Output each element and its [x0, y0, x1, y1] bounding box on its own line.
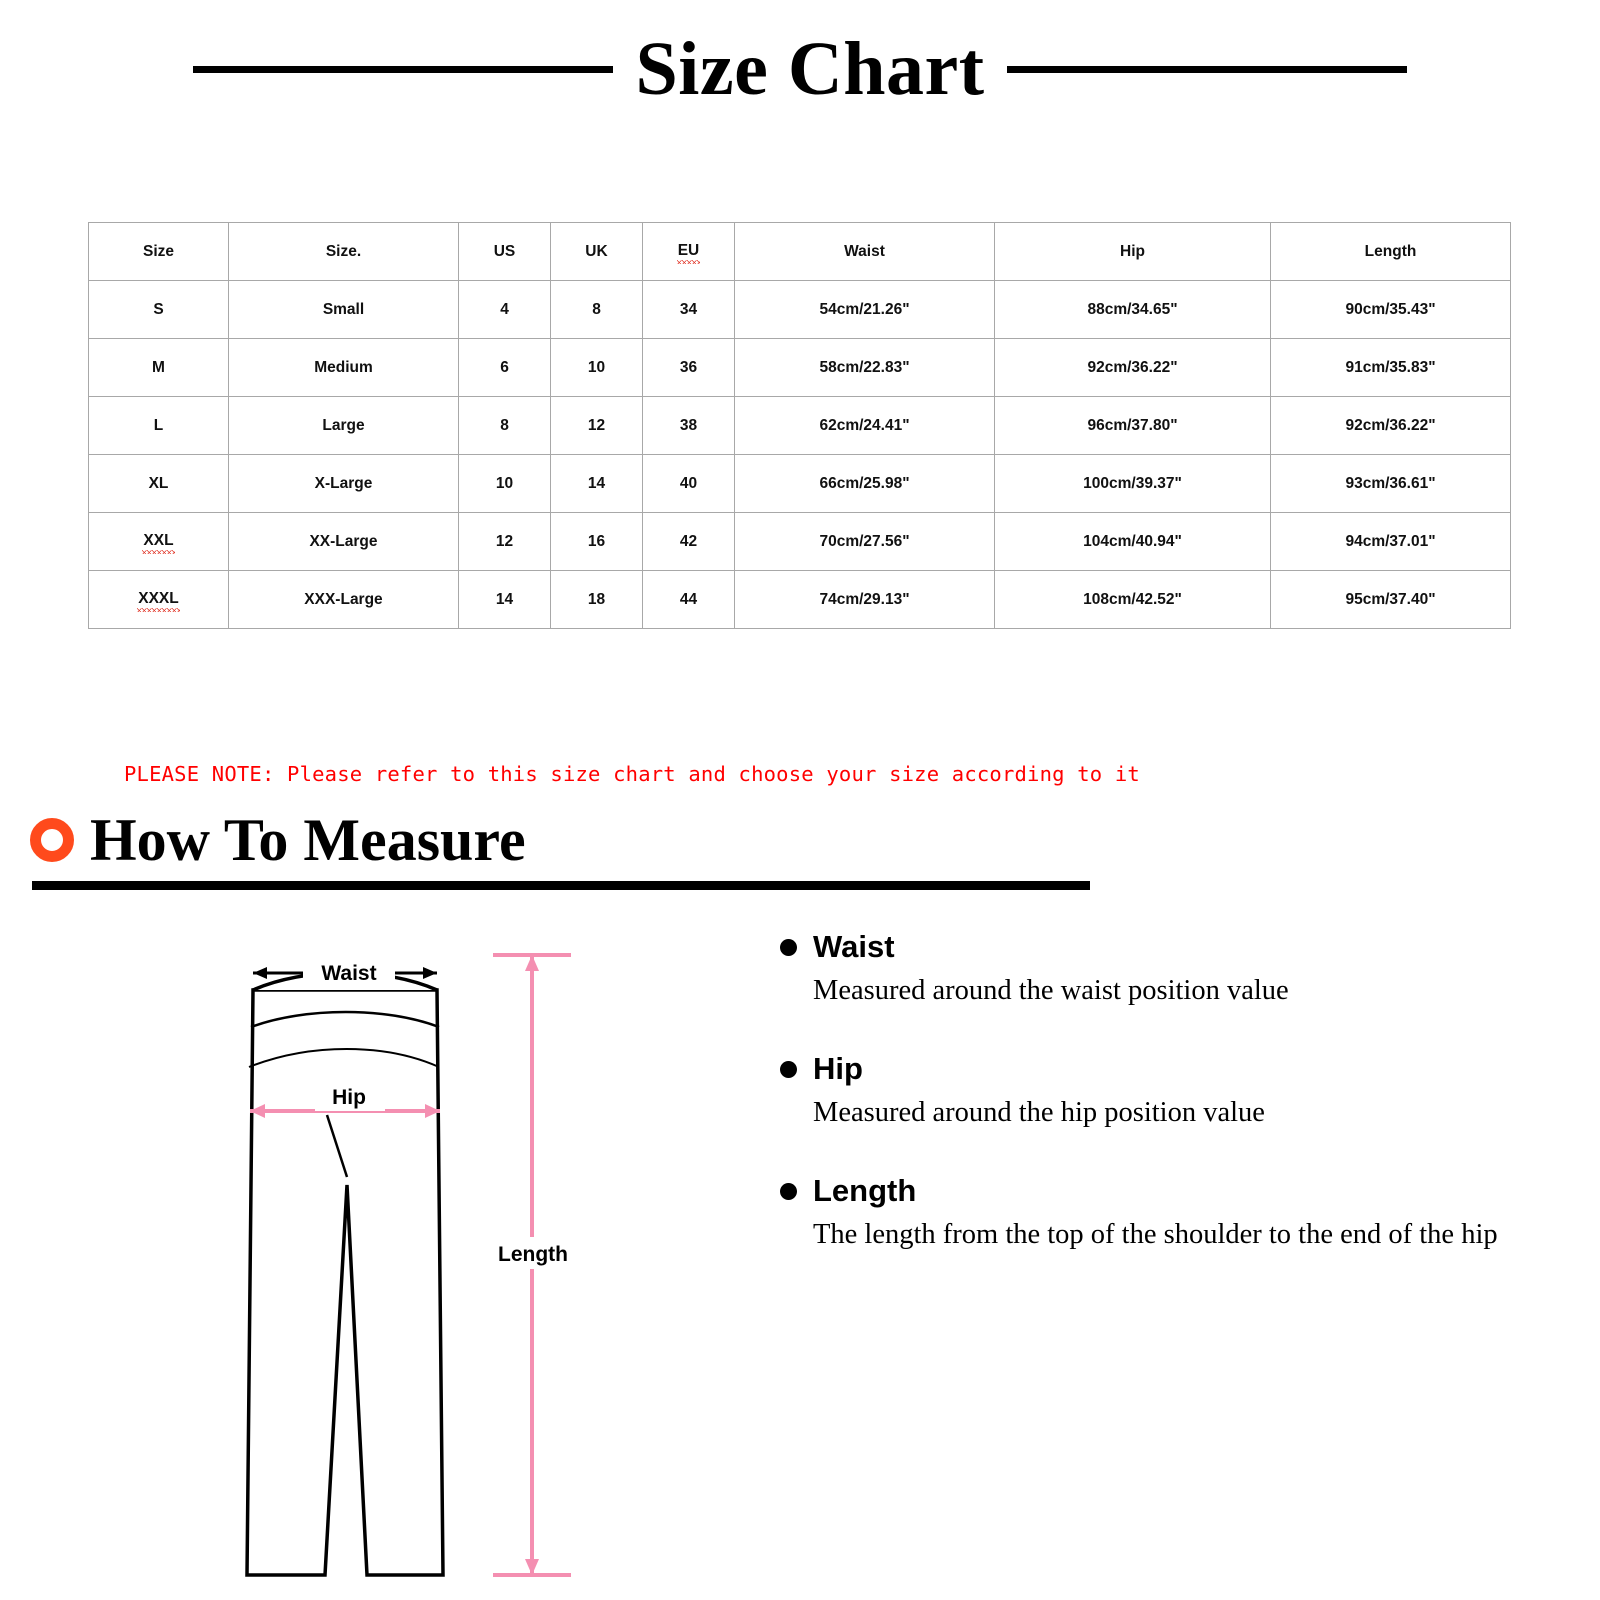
cell-hip: 88cm/34.65"	[995, 281, 1271, 339]
definition-waist	[780, 930, 1520, 1010]
length-label: Length	[498, 1243, 568, 1266]
cell-size: S	[89, 281, 229, 339]
waist-arrow-right	[423, 967, 437, 979]
cell-uk: 8	[551, 281, 643, 339]
trousers-diagram	[175, 915, 675, 1595]
measurement-definitions	[780, 930, 1520, 1296]
cell-waist: 58cm/22.83"	[735, 339, 995, 397]
column-header-hip: Hip	[995, 223, 1271, 281]
cell-length: 91cm/35.83"	[1271, 339, 1511, 397]
cell-size	[89, 513, 229, 571]
cell-uk: 12	[551, 397, 643, 455]
cell-us: 8	[459, 397, 551, 455]
cell-length: 92cm/36.22"	[1271, 397, 1511, 455]
definition-description: Measured around the waist position value	[813, 975, 1289, 1007]
waist-label: Waist	[321, 962, 377, 985]
table-header-row	[89, 223, 1511, 281]
cell-size: M	[89, 339, 229, 397]
cell-us: 12	[459, 513, 551, 571]
cell-us: 6	[459, 339, 551, 397]
table-row	[89, 397, 1511, 455]
table-row	[89, 513, 1511, 571]
trousers-outline	[247, 990, 443, 1575]
cell-hip: 92cm/36.22"	[995, 339, 1271, 397]
trousers-diagram-svg	[175, 915, 675, 1595]
how-to-measure-heading-block	[30, 805, 1130, 890]
column-header-waist: Waist	[735, 223, 995, 281]
cell-waist: 74cm/29.13"	[735, 571, 995, 629]
cell-eu: 42	[643, 513, 735, 571]
cell-size-full: Small	[229, 281, 459, 339]
bullet-icon	[780, 1183, 797, 1200]
cell-uk: 16	[551, 513, 643, 571]
cell-hip: 96cm/37.80"	[995, 397, 1271, 455]
cell-length: 95cm/37.40"	[1271, 571, 1511, 629]
definition-description: Measured around the hip position value	[813, 1097, 1265, 1129]
cell-size-full: XXX-Large	[229, 571, 459, 629]
waist-arrow-left	[253, 967, 267, 979]
cell-hip: 104cm/40.94"	[995, 513, 1271, 571]
size-chart-table-wrapper	[88, 222, 1510, 629]
bullet-icon	[780, 1061, 797, 1078]
column-header-length: Length	[1271, 223, 1511, 281]
definition-term: Waist	[813, 929, 895, 964]
cell-eu: 36	[643, 339, 735, 397]
cell-hip: 108cm/42.52"	[995, 571, 1271, 629]
hip-label: Hip	[332, 1086, 366, 1109]
cell-us: 4	[459, 281, 551, 339]
cell-uk: 14	[551, 455, 643, 513]
cell-us: 14	[459, 571, 551, 629]
cell-eu: 38	[643, 397, 735, 455]
page-title	[0, 14, 1600, 124]
bullet-icon	[780, 939, 797, 956]
title-rule-left	[193, 66, 613, 73]
cell-length: 94cm/37.01"	[1271, 513, 1511, 571]
ring-icon	[30, 818, 74, 862]
definition-hip	[780, 1052, 1520, 1132]
definition-description: The length from the top of the shoulder to the end of the hip	[813, 1219, 1498, 1251]
column-header-us: US	[459, 223, 551, 281]
cell-size-text: XXXL	[138, 590, 178, 610]
column-header-size: Size	[89, 223, 229, 281]
cell-size-full: XX-Large	[229, 513, 459, 571]
cell-eu: 34	[643, 281, 735, 339]
cell-size	[89, 571, 229, 629]
cell-size-text: XXL	[143, 532, 173, 552]
please-note-text: PLEASE NOTE: Please refer to this size chart and choose your size according to it	[124, 762, 1140, 786]
definition-term: Length	[813, 1172, 917, 1208]
cell-waist: 70cm/27.56"	[735, 513, 995, 571]
cell-eu: 40	[643, 455, 735, 513]
cell-us: 10	[459, 455, 551, 513]
cell-waist: 66cm/25.98"	[735, 455, 995, 513]
cell-size-full: Large	[229, 397, 459, 455]
cell-size: L	[89, 397, 229, 455]
length-arrow-top	[525, 955, 539, 971]
how-to-measure-title: How To Measure	[90, 807, 526, 873]
table-row	[89, 339, 1511, 397]
table-row	[89, 281, 1511, 339]
table-row	[89, 571, 1511, 629]
cell-waist: 54cm/21.26"	[735, 281, 995, 339]
column-header-eu-text: EU	[678, 242, 700, 262]
column-header-uk: UK	[551, 223, 643, 281]
length-arrow-bottom	[525, 1559, 539, 1575]
table-row	[89, 455, 1511, 513]
cell-length: 90cm/35.43"	[1271, 281, 1511, 339]
cell-size-full: Medium	[229, 339, 459, 397]
column-header-size-full: Size.	[229, 223, 459, 281]
cell-length: 93cm/36.61"	[1271, 455, 1511, 513]
cell-hip: 100cm/39.37"	[995, 455, 1271, 513]
cell-waist: 62cm/24.41"	[735, 397, 995, 455]
cell-size: XL	[89, 455, 229, 513]
cell-size-full: X-Large	[229, 455, 459, 513]
definition-term: Hip	[813, 1050, 863, 1086]
title-rule-right	[1007, 66, 1407, 73]
cell-eu: 44	[643, 571, 735, 629]
title-text: Size Chart	[635, 27, 985, 111]
column-header-eu	[643, 223, 735, 281]
how-to-measure-underline	[32, 881, 1090, 890]
cell-uk: 18	[551, 571, 643, 629]
cell-uk: 10	[551, 339, 643, 397]
size-chart-table	[88, 222, 1511, 629]
definition-length	[780, 1174, 1520, 1254]
